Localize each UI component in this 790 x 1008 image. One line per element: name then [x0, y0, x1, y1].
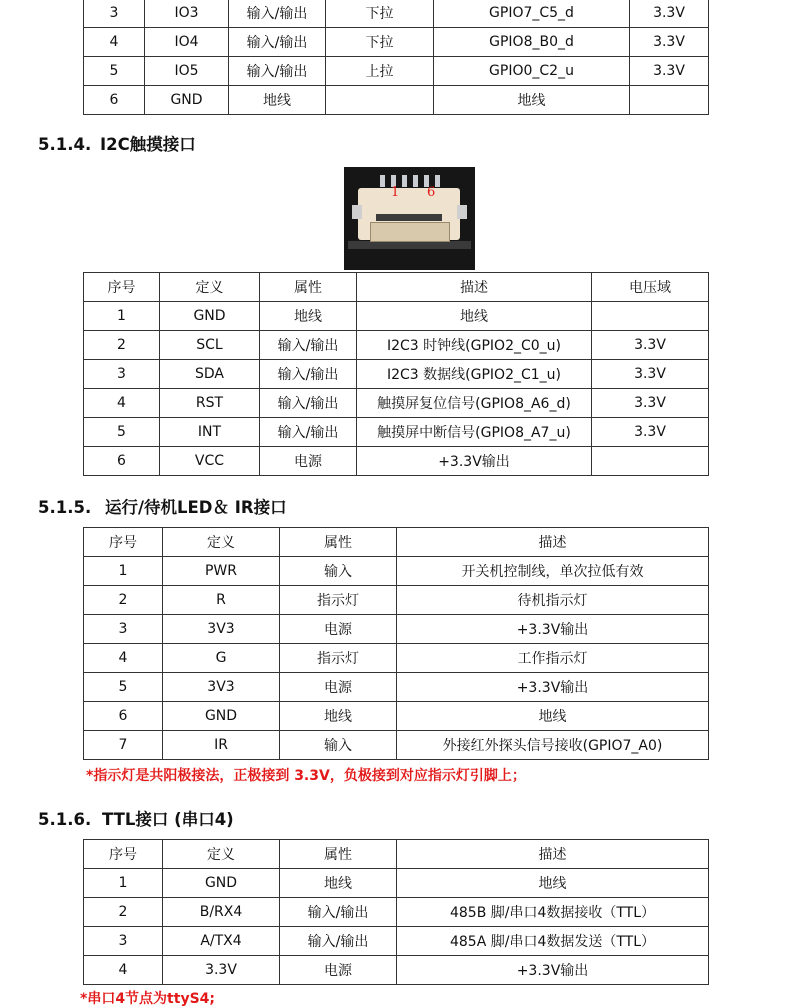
table-cell: 指示灯	[280, 586, 397, 615]
io-table	[83, 0, 709, 115]
table-cell: 1	[84, 869, 163, 898]
table-cell: SCL	[160, 331, 260, 360]
table-row	[84, 302, 709, 331]
column-header: 定义	[163, 528, 280, 557]
table-cell: IR	[163, 731, 280, 760]
table-cell: 3.3V	[630, 28, 709, 57]
table-cell: 3.3V	[592, 389, 709, 418]
table-cell: 3	[84, 927, 163, 956]
table-cell: 工作指示灯	[397, 644, 709, 673]
table-row	[84, 418, 709, 447]
table-cell: 485B 脚/串口4数据接收（TTL）	[397, 898, 709, 927]
table-cell: 地线	[260, 302, 357, 331]
connector-pin	[402, 175, 407, 187]
table-cell: 6	[84, 86, 145, 115]
table-cell: 3	[84, 615, 163, 644]
table-cell: RST	[160, 389, 260, 418]
table-row	[84, 927, 709, 956]
table-header-row	[84, 528, 709, 557]
connector-pin	[435, 175, 440, 187]
table-cell: I2C3 数据线(GPIO2_C1_u)	[357, 360, 592, 389]
table-cell: 3.3V	[592, 360, 709, 389]
section-title: TTL接口 (串口4)	[102, 810, 234, 829]
table-cell: B/RX4	[163, 898, 280, 927]
table-cell	[592, 447, 709, 476]
table-cell: +3.3V输出	[397, 956, 709, 985]
table-cell: 3.3V	[163, 956, 280, 985]
table-cell: 地线	[229, 86, 326, 115]
section-number: 5.1.4.	[38, 135, 92, 154]
table-row	[84, 644, 709, 673]
column-header: 电压域	[592, 273, 709, 302]
table-cell: 输入/输出	[260, 360, 357, 389]
table-row	[84, 731, 709, 760]
table-row	[84, 389, 709, 418]
table-row	[84, 956, 709, 985]
table-cell: A/TX4	[163, 927, 280, 956]
table-cell: SDA	[160, 360, 260, 389]
table-cell: GND	[163, 869, 280, 898]
table-cell: IO4	[145, 28, 229, 57]
table-cell: 3	[84, 0, 145, 28]
table-cell: IO5	[145, 57, 229, 86]
column-header: 序号	[84, 528, 163, 557]
table-cell: GPIO7_C5_d	[434, 0, 630, 28]
table-row	[84, 615, 709, 644]
table-row	[84, 869, 709, 898]
table-row	[84, 447, 709, 476]
table-cell: 4	[84, 956, 163, 985]
column-header: 序号	[84, 273, 160, 302]
led-note: *指示灯是共阳极接法，正极接到 3.3V，负极接到对应指示灯引脚上；	[86, 768, 526, 784]
section-number: 5.1.5.	[38, 498, 92, 517]
i2c-table	[83, 272, 709, 476]
ttl-note: *串口4节点为ttyS4;	[80, 991, 215, 1007]
connector-slot	[376, 214, 442, 221]
table-cell: 输入/输出	[280, 927, 397, 956]
pin-label-6: 6	[427, 185, 436, 200]
section-number: 5.1.6.	[38, 810, 92, 829]
table-cell: 3.3V	[592, 331, 709, 360]
table-cell: 1	[84, 557, 163, 586]
column-header: 描述	[397, 840, 709, 869]
section-title: 运行/待机LED＆ IR接口	[105, 498, 287, 517]
table-cell: 输入/输出	[229, 57, 326, 86]
table-row	[84, 57, 709, 86]
connector-latch-left	[352, 205, 362, 219]
led-table	[83, 527, 709, 760]
table-cell: 输入	[280, 731, 397, 760]
table-cell: 指示灯	[280, 644, 397, 673]
table-cell: 地线	[357, 302, 592, 331]
table-cell: +3.3V输出	[397, 615, 709, 644]
table-cell	[630, 86, 709, 115]
table-cell: GPIO8_B0_d	[434, 28, 630, 57]
section-heading-led	[38, 494, 287, 518]
table-cell: +3.3V输出	[397, 673, 709, 702]
table-cell: 3.3V	[630, 57, 709, 86]
table-cell: 2	[84, 898, 163, 927]
table-row	[84, 86, 709, 115]
table-cell	[326, 86, 434, 115]
table-cell: 2	[84, 331, 160, 360]
table-cell: 输入/输出	[260, 418, 357, 447]
table-cell: 电源	[280, 615, 397, 644]
table-cell: 3	[84, 360, 160, 389]
table-cell: 电源	[280, 673, 397, 702]
table-cell: 地线	[397, 702, 709, 731]
table-cell: 4	[84, 28, 145, 57]
table-cell: GND	[160, 302, 260, 331]
ttl-table	[83, 839, 709, 985]
connector-latch-right	[457, 205, 467, 219]
table-header-row	[84, 273, 709, 302]
table-cell: 5	[84, 673, 163, 702]
column-header: 属性	[280, 840, 397, 869]
table-cell: IO3	[145, 0, 229, 28]
table-cell: 6	[84, 702, 163, 731]
table-cell: 下拉	[326, 0, 434, 28]
table-cell: 4	[84, 389, 160, 418]
column-header: 描述	[397, 528, 709, 557]
table-cell: 输入/输出	[260, 331, 357, 360]
table-cell: INT	[160, 418, 260, 447]
table-cell: 7	[84, 731, 163, 760]
table-cell: R	[163, 586, 280, 615]
connector-base	[348, 241, 471, 249]
table-cell: 外接红外探头信号接收(GPIO7_A0)	[397, 731, 709, 760]
table-cell: G	[163, 644, 280, 673]
table-cell: 电源	[260, 447, 357, 476]
table-cell: PWR	[163, 557, 280, 586]
table-cell: 地线	[434, 86, 630, 115]
column-header: 序号	[84, 840, 163, 869]
table-row	[84, 28, 709, 57]
table-cell: GND	[145, 86, 229, 115]
table-cell: 地线	[397, 869, 709, 898]
table-row	[84, 331, 709, 360]
table-row	[84, 898, 709, 927]
column-header: 描述	[357, 273, 592, 302]
table-cell: 地线	[280, 869, 397, 898]
table-cell: 开关机控制线，单次拉低有效	[397, 557, 709, 586]
table-cell: 3V3	[163, 673, 280, 702]
table-cell: 输入/输出	[280, 898, 397, 927]
table-cell: I2C3 时钟线(GPIO2_C0_u)	[357, 331, 592, 360]
table-cell: 下拉	[326, 28, 434, 57]
table-cell: 上拉	[326, 57, 434, 86]
section-heading-ttl	[38, 806, 234, 830]
column-header: 定义	[160, 273, 260, 302]
table-cell: 输入/输出	[229, 28, 326, 57]
table-row	[84, 360, 709, 389]
table-row	[84, 0, 709, 28]
table-cell: 电源	[280, 956, 397, 985]
table-cell: 5	[84, 57, 145, 86]
table-cell: 地线	[280, 702, 397, 731]
table-row	[84, 673, 709, 702]
table-cell: 触摸屏中断信号(GPIO8_A7_u)	[357, 418, 592, 447]
table-cell: GPIO0_C2_u	[434, 57, 630, 86]
table-cell: 6	[84, 447, 160, 476]
column-header: 属性	[260, 273, 357, 302]
connector-photo	[344, 167, 475, 270]
table-cell: 485A 脚/串口4数据发送（TTL）	[397, 927, 709, 956]
table-cell: 3V3	[163, 615, 280, 644]
table-cell: 输入	[280, 557, 397, 586]
table-cell: 4	[84, 644, 163, 673]
table-cell	[592, 302, 709, 331]
connector-pin	[380, 175, 385, 187]
table-header-row	[84, 840, 709, 869]
connector-pin	[413, 175, 418, 187]
table-cell: +3.3V输出	[357, 447, 592, 476]
column-header: 定义	[163, 840, 280, 869]
pin-label-1: 1	[391, 185, 400, 200]
table-cell: 触摸屏复位信号(GPIO8_A6_d)	[357, 389, 592, 418]
table-cell: 1	[84, 302, 160, 331]
table-row	[84, 702, 709, 731]
column-header: 属性	[280, 528, 397, 557]
table-cell: 3.3V	[630, 0, 709, 28]
table-cell: 2	[84, 586, 163, 615]
connector-flap	[370, 222, 450, 242]
table-cell: 输入/输出	[260, 389, 357, 418]
table-cell: VCC	[160, 447, 260, 476]
table-cell: GND	[163, 702, 280, 731]
table-cell: 待机指示灯	[397, 586, 709, 615]
table-cell: 输入/输出	[229, 0, 326, 28]
section-heading-i2c	[38, 131, 196, 155]
table-cell: 3.3V	[592, 418, 709, 447]
table-cell: 5	[84, 418, 160, 447]
table-row	[84, 557, 709, 586]
table-row	[84, 586, 709, 615]
section-title: I2C触摸接口	[100, 135, 196, 154]
